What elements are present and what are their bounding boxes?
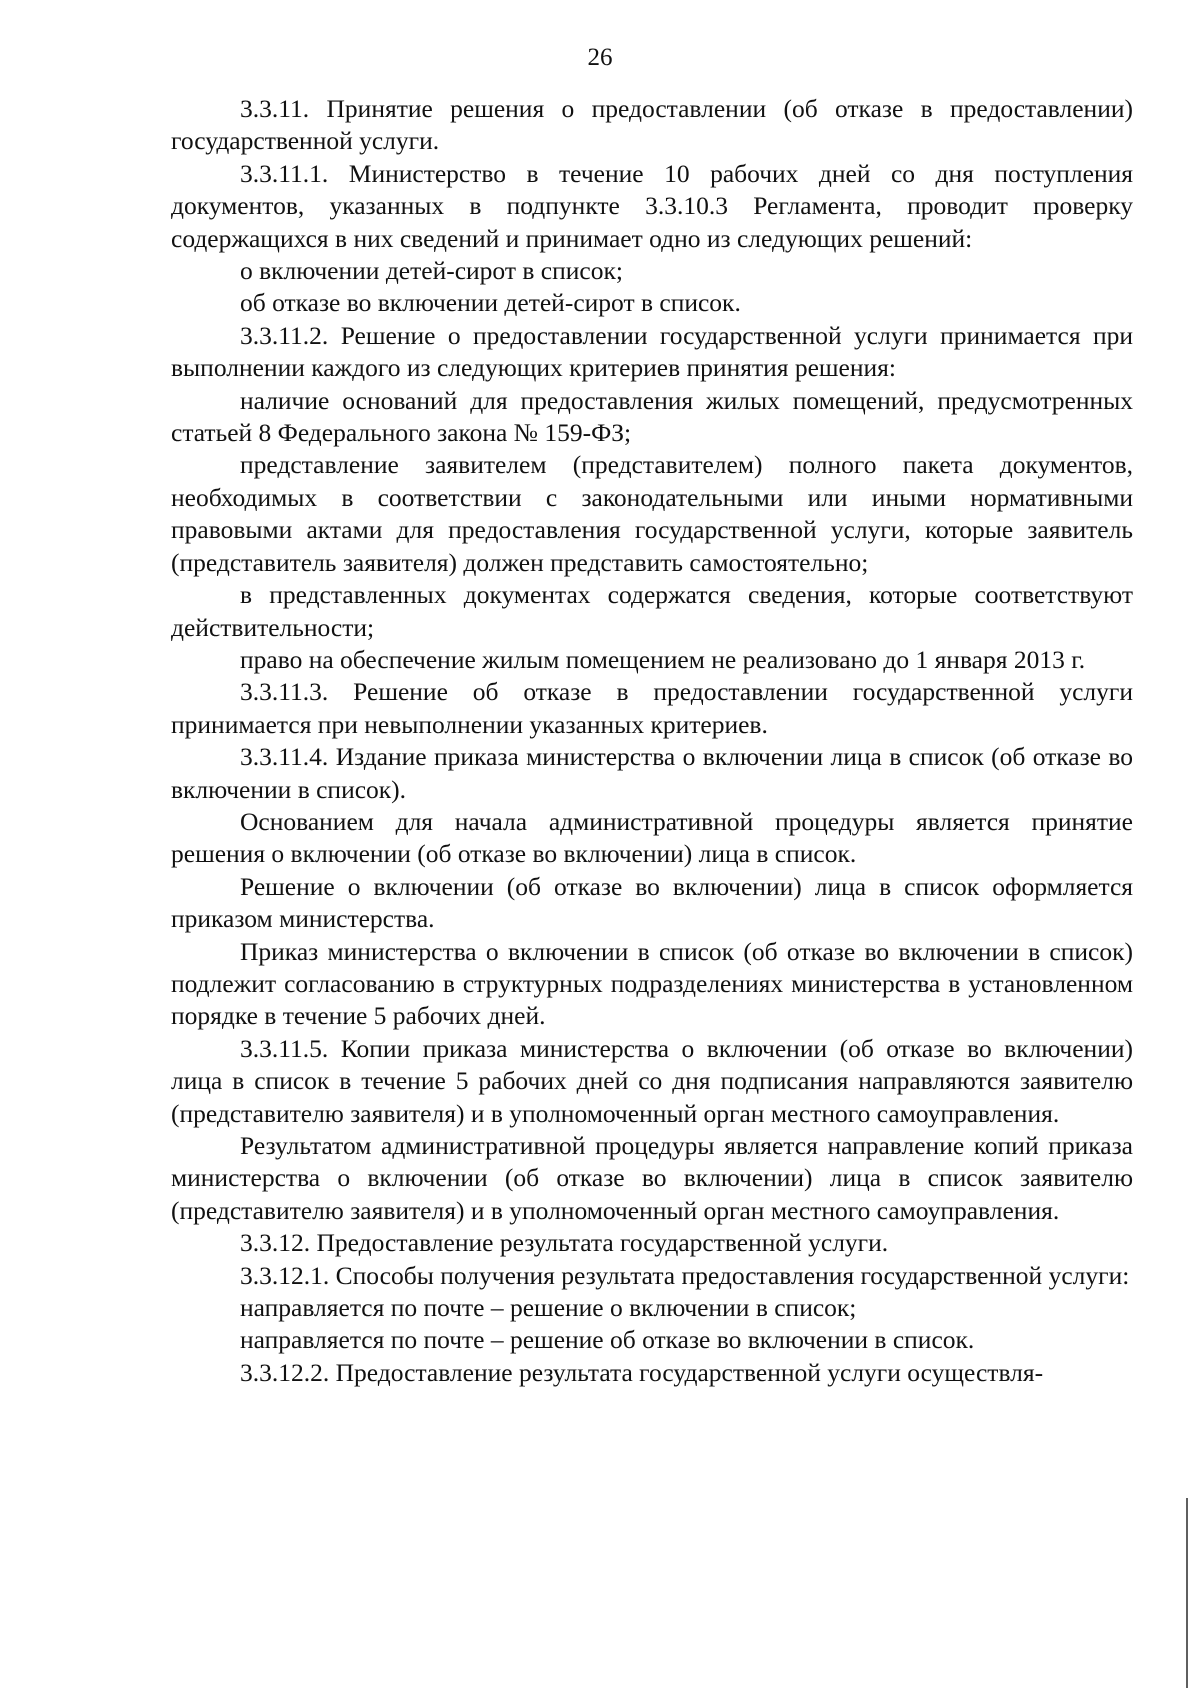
paragraph: об отказе во включении детей-сирот в список. xyxy=(240,288,741,318)
paragraph: представление заявителем (представителем) полного пакета документов, необходимых в соответствии с законодательными или иными нормативными правовыми актами для предоставления государственной услуги, которые заявитель (представитель заявителя) должен представить самостоятельно; xyxy=(171,450,1133,577)
paragraph: 3.3.11.3. Решение об отказе в предоставлении государственной услуги принимается при невыполнении указанных критериев. xyxy=(171,677,1133,739)
paragraph: Результатом административной процедуры является направление копий приказа министерства о включении (об отказе во включении) лица в список заявителю (представителю заявителя) и в уполномоченный орган местного самоуправления. xyxy=(171,1131,1133,1225)
paragraph: 3.3.12.1. Способы получения результата предоставления государственной услуги: xyxy=(240,1260,1130,1290)
paragraph: 3.3.12. Предоставление результата государственной услуги. xyxy=(240,1228,889,1258)
document-body xyxy=(171,93,1133,1389)
paragraph: о включении детей-сирот в список; xyxy=(240,256,623,286)
paragraph: 3.3.11.5. Копии приказа министерства о включении (об отказе во включении) лица в список в течение 5 рабочих дней со дня подписания направляются заявителю (представителю заявителя) и в уполномоченный орган местного самоуправления. xyxy=(171,1033,1133,1128)
paragraph: направляется по почте – решение о включении в список; xyxy=(240,1293,857,1323)
paragraph: 3.3.11.4. Издание приказа министерства о включении лица в список (об отказе во включении в список). xyxy=(171,742,1133,804)
paragraph: Приказ министерства о включении в список (об отказе во включении в список) подлежит согласованию в структурных подразделениях министерства в установленном порядке в течение 5 рабочих дней. xyxy=(171,936,1133,1031)
paragraph: Основанием для начала административной процедуры является принятие решения о включении (об отказе во включении) лица в список. xyxy=(171,806,1133,869)
paragraph: право на обеспечение жилым помещением не реализовано до 1 января 2013 г. xyxy=(240,644,1086,674)
scan-edge-mark xyxy=(1186,1498,1188,1688)
paragraph: в представленных документах содержатся сведения, которые соответствуют действительности; xyxy=(171,580,1133,642)
page-number: 26 xyxy=(587,44,613,71)
paragraph: наличие оснований для предоставления жилых помещений, предусмотренных статьей 8 Федерального закона № 159-ФЗ; xyxy=(171,385,1133,448)
paragraph: Решение о включении (об отказе во включении) лица в список оформляется приказом министерства. xyxy=(171,871,1133,934)
paragraph: 3.3.12.2. Предоставление результата государственной услуги осуществля- xyxy=(240,1357,1044,1387)
paragraph: 3.3.11.2. Решение о предоставлении государственной услуги принимается при выполнении каждого из следующих критериев принятия решения: xyxy=(171,320,1133,383)
paragraph: направляется по почте – решение об отказе во включении в список. xyxy=(240,1325,975,1355)
paragraph: 3.3.11. Принятие решения о предоставлении (об отказе в предоставлении) государственной услуги. xyxy=(171,94,1133,156)
paragraph: 3.3.11.1. Министерство в течение 10 рабочих дней со дня поступления документов, указанных в подпункте 3.3.10.3 Регламента, проводит проверку содержащихся в них сведений и принимает одно из следующих решений: xyxy=(171,158,1133,253)
